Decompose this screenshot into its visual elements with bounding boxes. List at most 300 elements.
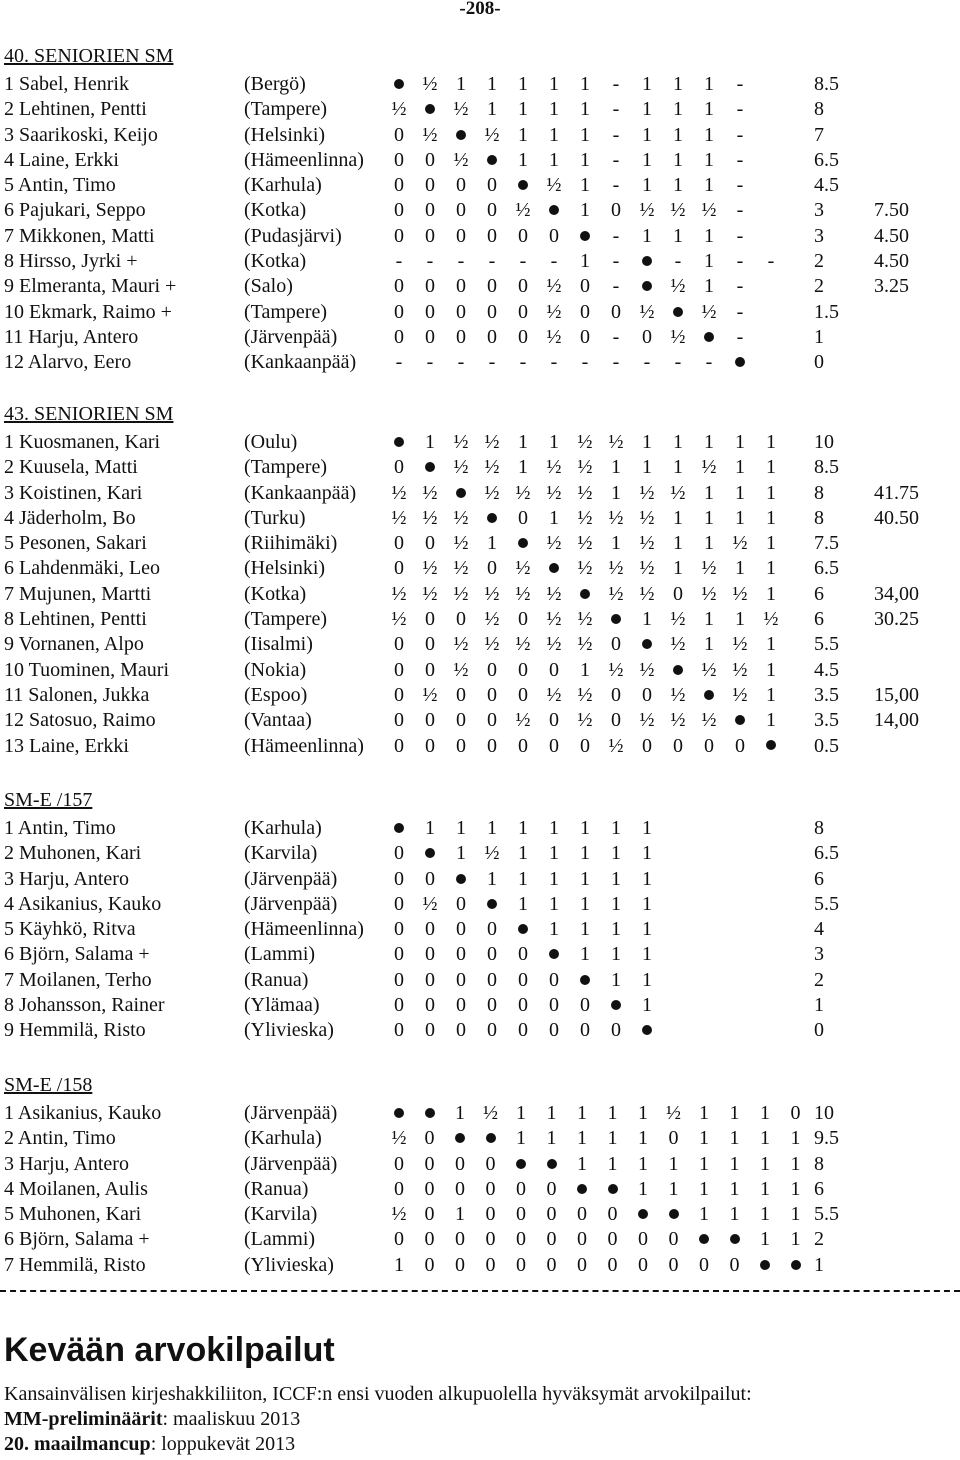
- result-cell: -: [612, 224, 620, 247]
- player-club: (Iisalmi): [244, 633, 313, 656]
- self-cell-dot-icon: [539, 556, 569, 581]
- player-name: 4 Moilanen, Aulis: [4, 1177, 148, 1200]
- table-row: [4, 1018, 956, 1043]
- result-cell: ½: [608, 658, 624, 681]
- result-cell: 0: [518, 300, 528, 323]
- result-cell: 0: [487, 325, 497, 348]
- result-cell: 0: [580, 275, 590, 298]
- result-cell: -: [705, 351, 713, 374]
- player-name: 12 Satosuo, Raimo: [4, 709, 156, 732]
- table-row: [4, 968, 956, 993]
- points: 1: [814, 1253, 824, 1276]
- result-cell: 0: [394, 867, 404, 890]
- result-cell: -: [674, 250, 682, 273]
- result-cell: 0: [394, 709, 404, 732]
- result-cell: 1: [735, 608, 745, 631]
- player-name: 6 Björn, Salama +: [4, 1228, 150, 1251]
- result-cell: 1: [699, 1177, 709, 1200]
- result-cell: 0: [394, 123, 404, 146]
- result-cell: 1: [549, 506, 559, 529]
- result-cell: -: [395, 250, 403, 273]
- result-cell: 0: [485, 1152, 496, 1175]
- footer-item-label: 20. maailmancup: [4, 1433, 151, 1455]
- result-cell: 0: [549, 1019, 559, 1042]
- points: 5.5: [814, 892, 839, 915]
- player-club: (Kotka): [244, 582, 307, 605]
- player-club: (Tampere): [244, 98, 327, 121]
- result-cell: -: [581, 351, 589, 374]
- result-cell: ½: [546, 456, 562, 479]
- result-cell: 0: [485, 1228, 496, 1251]
- result-cell: -: [767, 250, 775, 273]
- result-cell: 1: [673, 431, 683, 453]
- result-cell: 1: [704, 224, 714, 247]
- table-row: [4, 1202, 956, 1227]
- player-name: 7 Moilanen, Terho: [4, 968, 152, 991]
- result-cell: 0: [425, 300, 435, 323]
- result-cell: 0: [425, 199, 435, 222]
- result-cell: 0: [425, 994, 435, 1017]
- self-cell-dot-icon: [632, 632, 662, 657]
- result-cell: 1: [638, 1127, 648, 1150]
- result-cell: ½: [701, 300, 717, 323]
- result-cell: 1: [516, 1102, 526, 1124]
- result-cell: 1: [642, 943, 652, 966]
- result-cell: -: [736, 98, 744, 121]
- result-cell: 0: [577, 1228, 587, 1251]
- table-row: [4, 1101, 956, 1126]
- result-cell: ½: [515, 582, 531, 605]
- result-cell: ½: [453, 431, 469, 453]
- result-cell: 0: [607, 1253, 618, 1276]
- player-club: (Pudasjärvi): [244, 224, 342, 247]
- result-cell: ½: [422, 683, 438, 706]
- self-cell-dot-icon: [694, 325, 724, 350]
- result-cell: 0: [456, 300, 466, 323]
- result-cell: 1: [766, 431, 776, 453]
- result-cell: ½: [546, 325, 562, 348]
- points: 8: [814, 817, 824, 839]
- self-cell-dot-icon: [570, 224, 600, 249]
- result-cell: 1: [642, 608, 652, 631]
- result-cell: 1: [611, 892, 621, 915]
- result-cell: 1: [487, 73, 497, 95]
- player-club: (Hämeenlinna): [244, 918, 364, 941]
- result-cell: ½: [546, 300, 562, 323]
- self-cell-dot-icon: [663, 300, 693, 325]
- player-name: 9 Hemmilä, Risto: [4, 1019, 146, 1042]
- result-cell: 0: [487, 683, 497, 706]
- result-cell: 1: [766, 683, 776, 706]
- player-name: 6 Lahdenmäki, Leo: [4, 557, 161, 580]
- result-cell: ½: [577, 506, 593, 529]
- result-cell: ½: [422, 582, 438, 605]
- result-cell: 0: [546, 1253, 557, 1276]
- result-cell: ½: [670, 275, 686, 298]
- result-cell: -: [612, 250, 620, 273]
- result-cell: -: [426, 351, 434, 374]
- result-cell: 1: [766, 481, 776, 504]
- result-cell: 1: [580, 918, 590, 941]
- result-cell: 1: [642, 842, 652, 865]
- self-cell-dot-icon: [632, 249, 662, 274]
- result-cell: ½: [670, 633, 686, 656]
- points: 8: [814, 98, 824, 121]
- result-cell: 1: [611, 918, 621, 941]
- tiebreak: 15,00: [874, 683, 919, 706]
- result-cell: 1: [642, 918, 652, 941]
- result-cell: 1: [729, 1152, 740, 1175]
- result-cell: ½: [639, 532, 655, 555]
- result-cell: ½: [639, 658, 655, 681]
- tiebreak: 41.75: [874, 481, 919, 504]
- points: 3: [814, 224, 824, 247]
- result-cell: ½: [608, 506, 624, 529]
- table-row: [4, 1152, 956, 1177]
- result-cell: 1: [642, 892, 652, 915]
- result-cell: 1: [611, 481, 621, 504]
- result-cell: 1: [673, 123, 683, 146]
- result-cell: ½: [422, 481, 438, 504]
- result-cell: 1: [668, 1177, 679, 1200]
- result-cell: 1: [642, 174, 652, 197]
- points: 8: [814, 481, 824, 504]
- table-row: [4, 97, 956, 122]
- result-cell: 1: [518, 123, 528, 146]
- result-cell: 0: [456, 892, 466, 915]
- player-name: 4 Jäderholm, Bo: [4, 506, 136, 529]
- player-name: 3 Harju, Antero: [4, 867, 129, 890]
- result-cell: 0: [425, 174, 435, 197]
- result-cell: 0: [424, 1228, 435, 1251]
- result-cell: ½: [515, 481, 531, 504]
- result-cell: 0: [425, 918, 435, 941]
- self-cell-dot-icon: [446, 867, 476, 892]
- self-cell-dot-icon: [446, 123, 476, 148]
- table-row: [4, 148, 956, 173]
- points: 6: [814, 1177, 824, 1200]
- player-club: (Tampere): [244, 608, 327, 631]
- result-cell: 1: [766, 456, 776, 479]
- result-cell: 1: [673, 456, 683, 479]
- result-cell: ½: [422, 73, 438, 95]
- result-cell: 0: [518, 224, 528, 247]
- player-name: 5 Antin, Timo: [4, 174, 116, 197]
- result-cell: 1: [456, 842, 466, 865]
- player-name: 8 Lehtinen, Pentti: [4, 608, 147, 631]
- player-name: 10 Tuominen, Mauri: [4, 658, 170, 681]
- result-cell: ½: [670, 608, 686, 631]
- result-cell: -: [736, 123, 744, 146]
- result-cell: 0: [487, 968, 497, 991]
- self-cell-dot-icon: [445, 1126, 475, 1151]
- result-cell: 1: [729, 1203, 740, 1226]
- result-cell: 1: [766, 506, 776, 529]
- result-cell: 0: [425, 325, 435, 348]
- result-cell: ½: [484, 608, 500, 631]
- player-name: 1 Kuosmanen, Kari: [4, 431, 161, 453]
- result-cell: -: [612, 325, 620, 348]
- result-cell: 1: [487, 532, 497, 555]
- footer-item-text: : maaliskuu 2013: [162, 1408, 301, 1430]
- result-cell: 1: [638, 1102, 648, 1124]
- result-cell: 1: [704, 633, 714, 656]
- result-cell: ½: [670, 325, 686, 348]
- result-cell: 1: [642, 994, 652, 1017]
- result-cell: 0: [729, 1253, 740, 1276]
- points: 3: [814, 199, 824, 222]
- result-cell: 0: [487, 658, 497, 681]
- result-cell: 1: [607, 1127, 618, 1150]
- result-cell: -: [612, 98, 620, 121]
- dashed-divider: [0, 1290, 960, 1292]
- self-cell-dot-icon: [570, 582, 600, 607]
- result-cell: -: [736, 174, 744, 197]
- result-cell: 0: [668, 1228, 679, 1251]
- points: 1: [814, 325, 824, 348]
- result-cell: 0: [735, 734, 745, 757]
- result-cell: 0: [518, 658, 528, 681]
- player-name: 2 Antin, Timo: [4, 1127, 116, 1150]
- result-cell: 0: [485, 1203, 496, 1226]
- tiebreak: 4.50: [874, 224, 909, 247]
- result-cell: ½: [484, 633, 500, 656]
- result-cell: ½: [453, 456, 469, 479]
- result-cell: 1: [704, 481, 714, 504]
- player-club: (Oulu): [244, 431, 298, 453]
- result-cell: 1: [580, 943, 590, 966]
- self-cell-dot-icon: [384, 430, 414, 455]
- player-name: 6 Pajukari, Seppo: [4, 199, 146, 222]
- result-cell: 0: [549, 709, 559, 732]
- self-cell-dot-icon: [694, 683, 724, 708]
- result-cell: ½: [546, 275, 562, 298]
- result-cell: ½: [515, 557, 531, 580]
- result-cell: 0: [455, 1228, 465, 1251]
- result-cell: 0: [638, 1228, 648, 1251]
- player-name: 2 Muhonen, Kari: [4, 842, 142, 865]
- result-cell: 1: [580, 817, 590, 839]
- table-row: [4, 658, 956, 683]
- result-cell: 0: [673, 582, 683, 605]
- player-name: 10 Ekmark, Raimo +: [4, 300, 172, 323]
- result-cell: 0: [425, 148, 435, 171]
- table-row: [4, 867, 956, 892]
- result-cell: 0: [456, 275, 466, 298]
- player-club: (Järvenpää): [244, 325, 338, 348]
- result-cell: ½: [484, 842, 500, 865]
- player-club: (Ylivieska): [244, 1253, 334, 1276]
- result-cell: 0: [425, 943, 435, 966]
- section-title: 43. SENIORIEN SM: [4, 403, 174, 425]
- result-cell: ½: [453, 506, 469, 529]
- points: 3.5: [814, 683, 839, 706]
- player-club: (Karhula): [244, 174, 322, 197]
- result-cell: -: [488, 250, 496, 273]
- result-cell: 0: [518, 1019, 528, 1042]
- result-cell: 1: [760, 1228, 770, 1251]
- tiebreak: 34,00: [874, 582, 919, 605]
- result-cell: 1: [735, 557, 745, 580]
- result-cell: ½: [701, 709, 717, 732]
- result-cell: ½: [453, 557, 469, 580]
- result-cell: 0: [518, 994, 528, 1017]
- result-cell: 0: [577, 1203, 587, 1226]
- player-name: 7 Mikkonen, Matti: [4, 224, 155, 247]
- points: 4.5: [814, 174, 839, 197]
- result-cell: 0: [456, 943, 466, 966]
- result-cell: ½: [422, 506, 438, 529]
- table-row: [4, 506, 956, 531]
- self-cell-dot-icon: [415, 455, 445, 480]
- result-cell: 0: [549, 994, 559, 1017]
- player-club: (Bergö): [244, 73, 306, 95]
- table-row: [4, 123, 956, 148]
- player-name: 12 Alarvo, Eero: [4, 351, 132, 374]
- result-cell: 0: [546, 1228, 557, 1251]
- table-row: [4, 249, 956, 274]
- table-row: [4, 531, 956, 556]
- result-cell: 1: [549, 892, 559, 915]
- result-cell: 1: [516, 1127, 526, 1150]
- result-cell: ½: [453, 98, 469, 121]
- points: 6: [814, 867, 824, 890]
- self-cell-dot-icon: [570, 968, 600, 993]
- result-cell: 1: [611, 867, 621, 890]
- result-cell: 0: [394, 734, 404, 757]
- table-row: [4, 455, 956, 480]
- player-name: 9 Elmeranta, Mauri +: [4, 275, 177, 298]
- result-cell: ½: [391, 582, 407, 605]
- self-cell-dot-icon: [508, 531, 538, 556]
- result-cell: 0: [518, 325, 528, 348]
- result-cell: ½: [577, 481, 593, 504]
- result-cell: ½: [639, 481, 655, 504]
- points: 1: [814, 994, 824, 1017]
- player-name: 3 Saarikoski, Keijo: [4, 123, 158, 146]
- result-cell: ½: [422, 557, 438, 580]
- player-name: 7 Hemmilä, Risto: [4, 1253, 146, 1276]
- result-cell: ½: [608, 557, 624, 580]
- result-cell: 1: [425, 817, 435, 839]
- result-cell: 1: [673, 224, 683, 247]
- result-cell: 0: [642, 734, 652, 757]
- result-cell: 0: [699, 1253, 709, 1276]
- table-row: [4, 274, 956, 299]
- result-cell: 1: [549, 817, 559, 839]
- result-cell: 1: [611, 456, 621, 479]
- result-cell: 1: [394, 1253, 404, 1276]
- result-cell: 0: [455, 1253, 465, 1276]
- result-cell: ½: [732, 582, 748, 605]
- result-cell: 0: [518, 734, 528, 757]
- player-name: 13 Laine, Erkki: [4, 734, 129, 757]
- self-cell-dot-icon: [781, 1253, 811, 1278]
- result-cell: 0: [394, 300, 404, 323]
- result-cell: 0: [611, 1019, 621, 1042]
- points: 3: [814, 943, 824, 966]
- result-cell: 1: [760, 1177, 770, 1200]
- self-cell-dot-icon: [756, 734, 786, 759]
- player-name: 2 Kuusela, Matti: [4, 456, 138, 479]
- result-cell: 1: [735, 456, 745, 479]
- points: 7: [814, 123, 824, 146]
- result-cell: ½: [701, 199, 717, 222]
- result-cell: ½: [546, 532, 562, 555]
- footer-item-mm: [4, 1407, 300, 1431]
- result-cell: 0: [549, 734, 559, 757]
- result-cell: ½: [546, 683, 562, 706]
- result-cell: 0: [425, 734, 435, 757]
- result-cell: 1: [549, 867, 559, 890]
- points: 6: [814, 582, 824, 605]
- self-cell-dot-icon: [384, 72, 414, 97]
- result-cell: 1: [518, 98, 528, 121]
- result-cell: 1: [518, 892, 528, 915]
- self-cell-dot-icon: [476, 1126, 506, 1151]
- result-cell: 0: [487, 994, 497, 1017]
- player-name: 5 Käyhkö, Ritva: [4, 918, 136, 941]
- result-cell: ½: [391, 1127, 407, 1150]
- result-cell: ½: [701, 658, 717, 681]
- table-row: [4, 582, 956, 607]
- result-cell: 0: [580, 1019, 590, 1042]
- result-cell: ½: [515, 633, 531, 656]
- self-cell-dot-icon: [537, 1152, 567, 1177]
- result-cell: 1: [456, 73, 466, 95]
- player-name: 2 Lehtinen, Pentti: [4, 98, 147, 121]
- result-cell: ½: [701, 557, 717, 580]
- self-cell-dot-icon: [659, 1202, 689, 1227]
- result-cell: 0: [673, 734, 683, 757]
- result-cell: 1: [699, 1127, 709, 1150]
- result-cell: 0: [394, 683, 404, 706]
- table-row: [4, 481, 956, 506]
- result-cell: 1: [704, 250, 714, 273]
- result-cell: ½: [732, 532, 748, 555]
- result-cell: 1: [611, 817, 621, 839]
- result-cell: -: [519, 250, 527, 273]
- result-cell: ½: [577, 557, 593, 580]
- result-cell: 1: [704, 73, 714, 95]
- player-club: (Kotka): [244, 199, 307, 222]
- result-cell: 0: [487, 300, 497, 323]
- player-name: 9 Vornanen, Alpo: [4, 633, 144, 656]
- table-row: [4, 1227, 956, 1252]
- result-cell: 0: [394, 918, 404, 941]
- result-cell: 0: [790, 1102, 801, 1124]
- result-cell: 1: [735, 506, 745, 529]
- result-cell: 1: [487, 817, 497, 839]
- result-cell: -: [736, 199, 744, 222]
- result-cell: 0: [455, 1177, 465, 1200]
- player-club: (Helsinki): [244, 123, 326, 146]
- points: 10: [814, 431, 834, 453]
- player-club: (Helsinki): [244, 557, 326, 580]
- result-cell: 0: [518, 275, 528, 298]
- result-cell: 0: [516, 1177, 526, 1200]
- player-name: 1 Sabel, Henrik: [4, 73, 129, 95]
- result-cell: 1: [425, 431, 435, 453]
- result-cell: 0: [394, 658, 404, 681]
- table-row: [4, 607, 956, 632]
- result-cell: 0: [638, 1253, 648, 1276]
- result-cell: 0: [577, 1253, 587, 1276]
- result-cell: 0: [425, 532, 435, 555]
- tiebreak: 3.25: [874, 275, 909, 298]
- result-cell: 1: [487, 98, 497, 121]
- result-cell: 1: [735, 431, 745, 453]
